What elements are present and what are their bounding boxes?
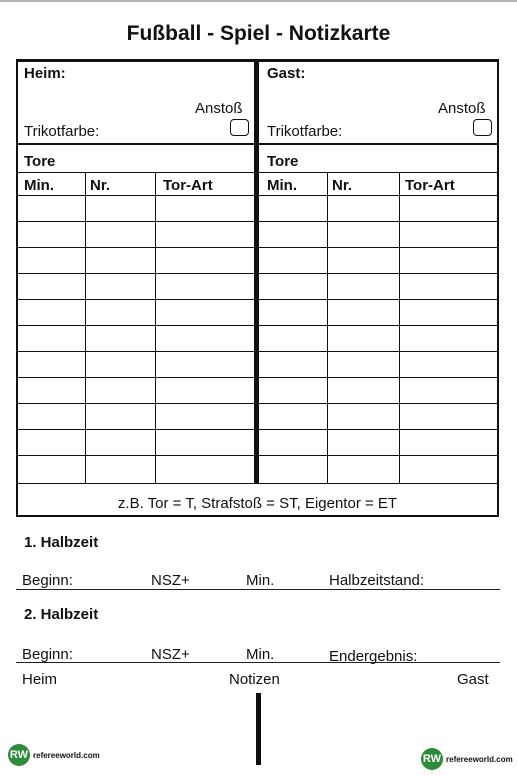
first-half-start: Beginn: [22,572,73,589]
home-col-min: Min. [24,177,54,194]
away-col-type: Tor-Art [405,177,455,194]
away-jersey-label: Trikotfarbe: [267,123,343,140]
home-team-label: Heim: [24,65,66,82]
second-half-score: Endergebnis: [329,648,418,665]
top-rule [0,0,517,2]
away-col-min: Min. [267,177,297,194]
first-half-score: Halbzeitstand: [329,572,425,589]
home-col-type: Tor-Art [163,177,213,194]
home-kickoff-checkbox[interactable] [230,119,249,136]
second-half-rule [16,662,500,663]
second-half-start: Beginn: [22,646,73,663]
notes-away-label: Gast [457,671,489,688]
goal-type-legend: z.B. Tor = T, Strafstoß = ST, Eigentor = ET [117,495,398,512]
header-separator [18,172,497,173]
second-half-stoppage: NSZ+ [151,646,190,663]
team-goals-box [16,59,499,517]
logo-mark: RW [8,744,30,766]
notes-home-label: Heim [22,671,58,688]
second-half-min: Min. [246,646,275,663]
home-col-nr: Nr. [90,177,111,194]
notes-title: Notizen [229,671,280,688]
section-separator [18,143,497,145]
away-team-label: Gast: [267,65,306,82]
notes-divider [256,693,261,765]
home-kickoff-label: Anstoß [195,100,243,117]
logo-text: refereeworld.com [446,754,513,764]
away-kickoff-label: Anstoß [438,100,486,117]
second-half-heading: 2. Halbzeit [24,606,99,623]
first-half-stoppage: NSZ+ [151,572,190,589]
away-kickoff-checkbox[interactable] [473,119,492,136]
home-goals-heading: Tore [24,153,56,170]
logo-right [421,748,513,770]
team-divider [254,59,259,484]
first-half-rule [16,589,500,590]
away-col-nr: Nr. [332,177,353,194]
first-half-min: Min. [246,572,275,589]
logo-left [8,744,100,766]
card-title: Fußball - Spiel - Notizkarte [126,22,391,45]
logo-mark: RW [421,748,443,770]
logo-text: refereeworld.com [33,750,100,760]
home-jersey-label: Trikotfarbe: [24,123,100,140]
first-half-heading: 1. Halbzeit [24,534,99,551]
away-goals-heading: Tore [267,153,299,170]
